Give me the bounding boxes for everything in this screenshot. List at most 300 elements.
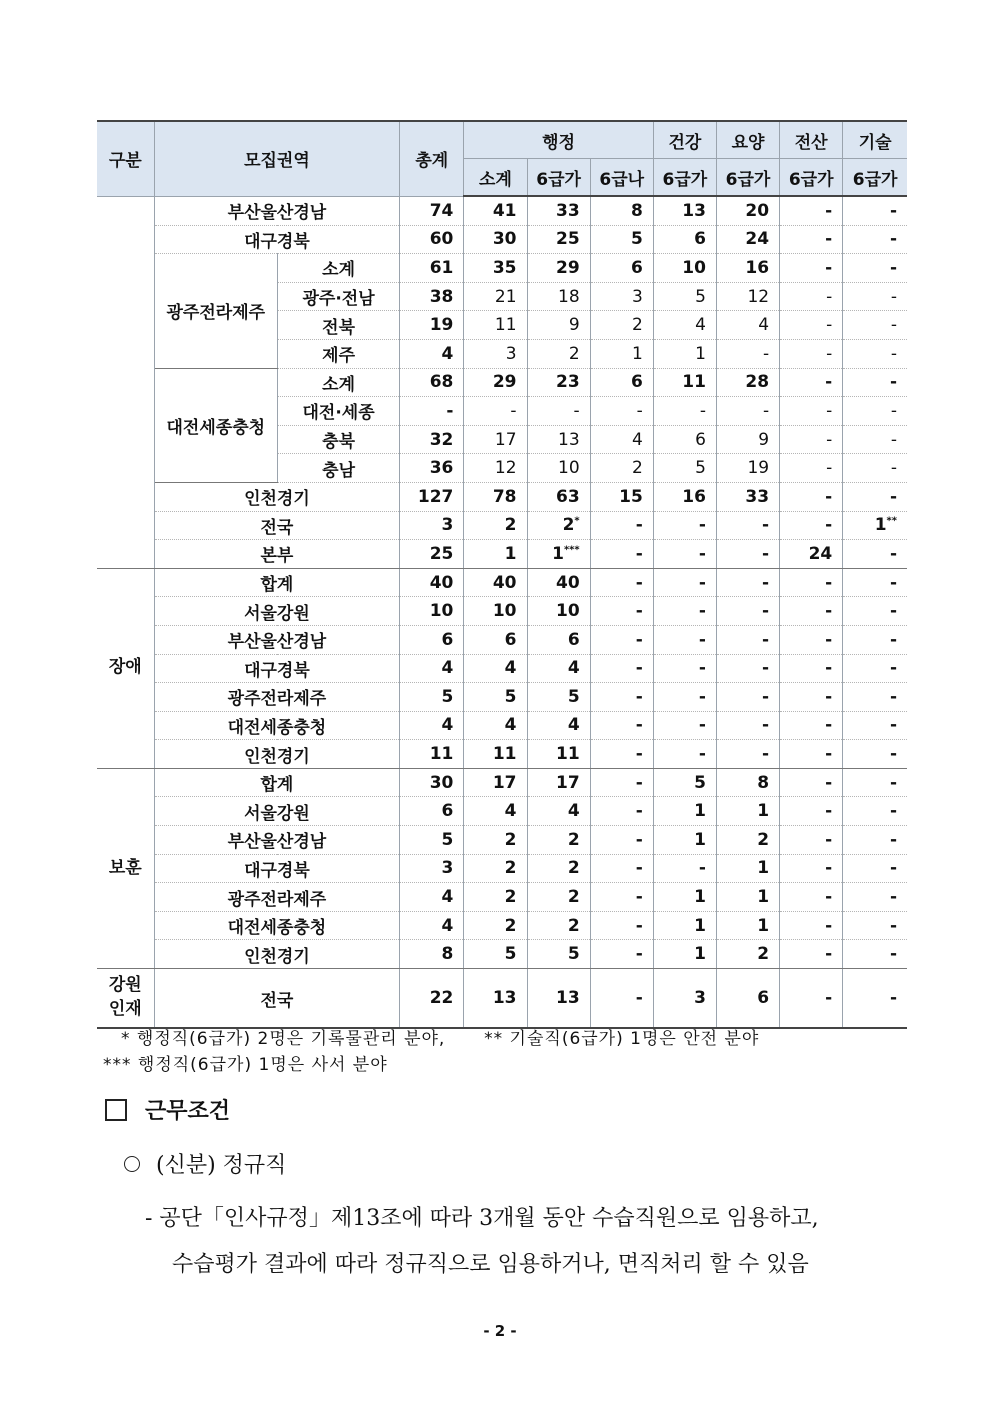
table-row (97, 940, 907, 969)
value-cell: 1 (653, 797, 716, 826)
value-cell: - (590, 511, 653, 540)
region-label: 합계 (154, 768, 400, 797)
header-it: 전산 (780, 121, 843, 159)
footnote-line-1 (103, 1026, 759, 1052)
value-cell: - (843, 768, 907, 797)
region-label: 서울강원 (154, 797, 400, 826)
value-cell: 15 (590, 482, 653, 511)
value-cell: - (843, 683, 907, 712)
value-cell: 61 (400, 254, 464, 283)
table-row (97, 826, 907, 855)
value-cell: - (843, 568, 907, 597)
value-cell: 4 (716, 311, 779, 340)
value-cell: 13 (653, 196, 716, 225)
value-cell: 33 (527, 196, 590, 225)
value-cell: - (590, 540, 653, 569)
value-cell: 40 (464, 568, 527, 597)
value-cell: 8 (716, 768, 779, 797)
footnote-text-3: 행정직(6급가) 1명은 사서 분야 (137, 1055, 388, 1075)
value-cell: 4 (464, 654, 527, 683)
value-cell: 10 (400, 597, 464, 626)
value-cell: 4 (400, 911, 464, 940)
header-care: 요양 (716, 121, 779, 159)
value-cell: 18 (527, 282, 590, 311)
value-cell: 3 (400, 511, 464, 540)
value-cell: 20 (716, 196, 779, 225)
value-cell: - (780, 740, 843, 769)
region-label: 전국 (154, 511, 400, 540)
table-row (97, 683, 907, 712)
value-cell: 22 (400, 969, 464, 1029)
value-cell: 3 (590, 282, 653, 311)
value-cell: 6 (716, 969, 779, 1029)
value-cell: - (590, 597, 653, 626)
value-cell: 8 (400, 940, 464, 969)
value-cell: - (653, 683, 716, 712)
header-tech: 기술 (843, 121, 907, 159)
value-cell: 6 (400, 797, 464, 826)
value-cell: 25 (400, 540, 464, 569)
value-cell: 2 (464, 854, 527, 883)
region-cell-gwangju: 광주전라제주 (154, 254, 277, 368)
section-title: 근무조건 (145, 1099, 231, 1124)
checkbox-square-icon (105, 1099, 127, 1121)
value-cell: 2 (464, 911, 527, 940)
value-cell: 4 (527, 654, 590, 683)
value-cell: 32 (400, 425, 464, 454)
group-cell-veteran: 보훈 (97, 768, 154, 968)
footnote-mark-2: ** (484, 1029, 504, 1049)
value-cell: 17 (464, 768, 527, 797)
sub-region-label: 충북 (277, 425, 399, 454)
value-cell: 24 (716, 225, 779, 254)
value-cell: 30 (400, 768, 464, 797)
header-tech-6a: 6급가 (843, 159, 907, 197)
value-cell: - (843, 425, 907, 454)
value-cell: 40 (527, 568, 590, 597)
value-cell: 16 (716, 254, 779, 283)
value-cell: 11 (464, 740, 527, 769)
header-care-6a: 6급가 (716, 159, 779, 197)
value-cell: - (590, 740, 653, 769)
value-cell: 4 (527, 711, 590, 740)
value-cell: 6 (400, 625, 464, 654)
value-cell: - (653, 740, 716, 769)
value-cell: - (716, 511, 779, 540)
value-cell: - (843, 711, 907, 740)
recruitment-table (97, 120, 907, 1029)
value-cell: - (780, 454, 843, 483)
value-cell: 1 (653, 911, 716, 940)
value-cell: - (653, 540, 716, 569)
value-cell: - (843, 339, 907, 368)
footnote-marker: ** (886, 515, 897, 527)
value-cell: - (716, 597, 779, 626)
value-cell: - (716, 654, 779, 683)
value-cell: - (780, 683, 843, 712)
value-cell: 74 (400, 196, 464, 225)
footnote-marker: * (574, 515, 580, 527)
table-row (97, 711, 907, 740)
value-cell: - (780, 225, 843, 254)
sub-region-label: 충남 (277, 454, 399, 483)
value-cell: - (780, 711, 843, 740)
value-cell: 1 (464, 540, 527, 569)
footnote-line-2 (103, 1052, 759, 1078)
value-cell: - (780, 339, 843, 368)
value-cell: 2* (527, 511, 590, 540)
value-cell: - (590, 883, 653, 912)
table-footnotes (103, 1026, 759, 1078)
value-cell: - (843, 883, 907, 912)
group-cell-disabled: 장애 (97, 568, 154, 768)
region-label: 광주전라제주 (154, 683, 400, 712)
header-total: 총계 (400, 121, 464, 196)
header-admin: 행정 (464, 121, 653, 159)
sub-region-label: 제주 (277, 339, 399, 368)
value-cell: 25 (527, 225, 590, 254)
value-cell: - (780, 854, 843, 883)
value-cell: - (780, 311, 843, 340)
value-cell: 40 (400, 568, 464, 597)
value-cell: 17 (464, 425, 527, 454)
value-cell: 6 (653, 425, 716, 454)
value-cell: - (843, 397, 907, 426)
value-cell: - (590, 711, 653, 740)
table-row (97, 740, 907, 769)
value-cell: 1 (590, 339, 653, 368)
value-cell: - (843, 282, 907, 311)
group-cell-general (97, 196, 154, 568)
value-cell: - (716, 740, 779, 769)
region-label: 인천경기 (154, 940, 400, 969)
value-cell: 60 (400, 225, 464, 254)
section-heading (105, 1094, 230, 1125)
value-cell: - (843, 740, 907, 769)
section-detail-line-2: 수습평가 결과에 따라 정규직으로 임용하거나, 면직처리 할 수 있음 (172, 1252, 809, 1277)
group-label-gangwon: 강원 (108, 975, 142, 996)
value-cell: 21 (464, 282, 527, 311)
value-cell: 16 (653, 482, 716, 511)
header-gubun: 구분 (97, 121, 154, 196)
value-cell: - (780, 482, 843, 511)
value-cell: 4 (653, 311, 716, 340)
value-cell: 38 (400, 282, 464, 311)
value-cell: - (653, 711, 716, 740)
value-cell: 3 (464, 339, 527, 368)
section-item-label: (신분) 정규직 (156, 1153, 287, 1178)
table-row (97, 768, 907, 797)
value-cell: - (716, 339, 779, 368)
section-detail-line-1: - 공단「인사규정」제13조에 따라 3개월 동안 수습직원으로 임용하고, (145, 1206, 819, 1231)
value-cell: - (843, 597, 907, 626)
value-cell: 4 (400, 654, 464, 683)
value-cell: - (716, 683, 779, 712)
table-row (97, 196, 907, 225)
value-cell: 3 (400, 854, 464, 883)
value-cell: 2 (716, 940, 779, 969)
value-cell: 36 (400, 454, 464, 483)
region-label: 서울강원 (154, 597, 400, 626)
value-cell: 4 (464, 797, 527, 826)
value-cell: 4 (590, 425, 653, 454)
value-cell: 9 (527, 311, 590, 340)
value-cell: 10 (527, 597, 590, 626)
value-cell: - (780, 597, 843, 626)
value-cell: - (590, 854, 653, 883)
table-row (97, 654, 907, 683)
value-cell: - (590, 568, 653, 597)
region-label: 부산울산경남 (154, 625, 400, 654)
footnote-mark-3: *** (103, 1055, 132, 1075)
value-cell: 5 (653, 282, 716, 311)
value-cell: - (780, 940, 843, 969)
value-cell: - (780, 196, 843, 225)
value-cell: - (843, 654, 907, 683)
value-cell: - (780, 282, 843, 311)
footnote-text-2: 기술직(6급가) 1명은 안전 분야 (509, 1029, 760, 1049)
value-cell: 1 (716, 854, 779, 883)
table-body (97, 196, 907, 1028)
value-cell: 13 (527, 969, 590, 1029)
value-cell: - (400, 397, 464, 426)
value-cell: 2 (464, 511, 527, 540)
value-cell: - (843, 797, 907, 826)
value-cell: 10 (653, 254, 716, 283)
value-cell: - (843, 196, 907, 225)
value-cell: - (716, 568, 779, 597)
header-health: 건강 (653, 121, 716, 159)
value-cell: 12 (464, 454, 527, 483)
region-label: 대전세종충청 (154, 911, 400, 940)
region-label: 대구경북 (154, 225, 400, 254)
value-cell: 11 (464, 311, 527, 340)
value-cell: 11 (527, 740, 590, 769)
value-cell: 127 (400, 482, 464, 511)
value-cell: 12 (716, 282, 779, 311)
value-cell: 30 (464, 225, 527, 254)
footnote-mark-1: * (121, 1029, 131, 1049)
header-admin-6a: 6급가 (527, 159, 590, 197)
value-cell: - (716, 397, 779, 426)
value-cell: 2 (527, 883, 590, 912)
header-admin-subtotal: 소계 (464, 159, 527, 197)
value-cell: - (843, 911, 907, 940)
table-row (97, 225, 907, 254)
group-cell-gangwon (97, 969, 154, 1029)
value-cell: 5 (527, 940, 590, 969)
value-cell: 2 (590, 311, 653, 340)
value-cell: - (716, 540, 779, 569)
value-cell: - (843, 625, 907, 654)
value-cell: 17 (527, 768, 590, 797)
region-label: 인천경기 (154, 740, 400, 769)
value-cell: 10 (527, 454, 590, 483)
value-cell: 63 (527, 482, 590, 511)
table-row (97, 482, 907, 511)
value-cell: 5 (400, 826, 464, 855)
value-cell: 5 (464, 940, 527, 969)
value-cell: 13 (527, 425, 590, 454)
value-cell: - (653, 854, 716, 883)
value-cell: - (653, 397, 716, 426)
table-row (97, 883, 907, 912)
value-cell: - (780, 397, 843, 426)
region-label: 광주전라제주 (154, 883, 400, 912)
sub-region-label: 광주·전남 (277, 282, 399, 311)
table-row (97, 368, 907, 397)
circle-bullet-icon (124, 1156, 140, 1172)
value-cell: 5 (653, 454, 716, 483)
value-cell: - (590, 940, 653, 969)
value-cell: 29 (527, 254, 590, 283)
header-region: 모집권역 (154, 121, 400, 196)
value-cell: 9 (716, 425, 779, 454)
value-cell: 1** (843, 511, 907, 540)
value-cell: 10 (464, 597, 527, 626)
value-cell: 2 (716, 826, 779, 855)
value-cell: - (780, 797, 843, 826)
value-cell: - (843, 368, 907, 397)
value-cell: 35 (464, 254, 527, 283)
value-cell: 1 (716, 883, 779, 912)
sub-region-label: 대전·세종 (277, 397, 399, 426)
value-cell: - (716, 711, 779, 740)
value-cell: 1 (653, 339, 716, 368)
value-cell: - (843, 940, 907, 969)
value-cell: - (527, 397, 590, 426)
value-cell: 2 (527, 826, 590, 855)
value-cell: 4 (527, 797, 590, 826)
value-cell: 5 (400, 683, 464, 712)
value-cell: 11 (400, 740, 464, 769)
value-cell: - (843, 854, 907, 883)
value-cell: - (780, 368, 843, 397)
header-health-6a: 6급가 (653, 159, 716, 197)
region-label: 대전세종충청 (154, 711, 400, 740)
value-cell: 1*** (527, 540, 590, 569)
value-cell: - (780, 969, 843, 1029)
region-label: 본부 (154, 540, 400, 569)
value-cell: 11 (653, 368, 716, 397)
header-it-6a: 6급가 (780, 159, 843, 197)
table-row (97, 568, 907, 597)
value-cell: 2 (464, 826, 527, 855)
value-cell: 1 (653, 826, 716, 855)
value-cell: - (653, 511, 716, 540)
value-cell: - (780, 883, 843, 912)
region-label: 인천경기 (154, 482, 400, 511)
value-cell: - (590, 797, 653, 826)
region-label: 합계 (154, 568, 400, 597)
region-label: 대구경북 (154, 654, 400, 683)
table-row (97, 597, 907, 626)
value-cell: - (780, 425, 843, 454)
value-cell: 6 (590, 368, 653, 397)
value-cell: 78 (464, 482, 527, 511)
sub-region-label: 전북 (277, 311, 399, 340)
value-cell: 6 (527, 625, 590, 654)
region-label: 부산울산경남 (154, 196, 400, 225)
value-cell: - (590, 625, 653, 654)
value-cell: 29 (464, 368, 527, 397)
value-cell: - (780, 511, 843, 540)
value-cell: 24 (780, 540, 843, 569)
value-cell: 2 (527, 339, 590, 368)
value-cell: - (780, 826, 843, 855)
table-row (97, 797, 907, 826)
value-cell: - (780, 654, 843, 683)
table-row (97, 625, 907, 654)
value-cell: - (843, 254, 907, 283)
value-cell: 1 (653, 940, 716, 969)
table-row (97, 511, 907, 540)
value-cell: 3 (653, 969, 716, 1029)
value-cell: - (843, 826, 907, 855)
group-label-injae: 인재 (108, 999, 142, 1020)
value-cell: - (843, 540, 907, 569)
value-cell: - (780, 768, 843, 797)
value-cell: - (590, 768, 653, 797)
value-cell: - (843, 311, 907, 340)
value-cell: - (780, 625, 843, 654)
value-cell: - (590, 397, 653, 426)
table-row (97, 911, 907, 940)
value-cell: 5 (464, 683, 527, 712)
value-cell: 4 (400, 711, 464, 740)
value-cell: - (843, 454, 907, 483)
value-cell: - (780, 568, 843, 597)
value-cell: - (843, 225, 907, 254)
value-cell: - (590, 911, 653, 940)
value-cell: 5 (653, 768, 716, 797)
value-cell: - (653, 597, 716, 626)
section-item (124, 1148, 286, 1179)
region-label: 대구경북 (154, 854, 400, 883)
sub-region-label: 소계 (277, 254, 399, 283)
value-cell: 6 (464, 625, 527, 654)
table-row (97, 540, 907, 569)
table-row (97, 969, 907, 1029)
value-cell: - (716, 625, 779, 654)
section-detail (145, 1196, 915, 1288)
value-cell: - (780, 911, 843, 940)
value-cell: - (653, 568, 716, 597)
value-cell: 8 (590, 196, 653, 225)
value-cell: - (843, 969, 907, 1029)
value-cell: - (590, 683, 653, 712)
sub-region-label: 소계 (277, 368, 399, 397)
value-cell: 4 (464, 711, 527, 740)
value-cell: 5 (590, 225, 653, 254)
value-cell: 23 (527, 368, 590, 397)
region-cell-daejeon: 대전세종충청 (154, 368, 277, 482)
table-row (97, 254, 907, 283)
value-cell: - (590, 969, 653, 1029)
value-cell: 28 (716, 368, 779, 397)
value-cell: 1 (653, 883, 716, 912)
value-cell: 5 (527, 683, 590, 712)
value-cell: 6 (653, 225, 716, 254)
value-cell: 1 (716, 911, 779, 940)
footnote-marker: *** (563, 544, 580, 556)
value-cell: - (653, 625, 716, 654)
value-cell: 6 (590, 254, 653, 283)
value-cell: 33 (716, 482, 779, 511)
value-cell: 19 (716, 454, 779, 483)
value-cell: 2 (527, 911, 590, 940)
page-number: - 2 - (483, 1322, 517, 1340)
